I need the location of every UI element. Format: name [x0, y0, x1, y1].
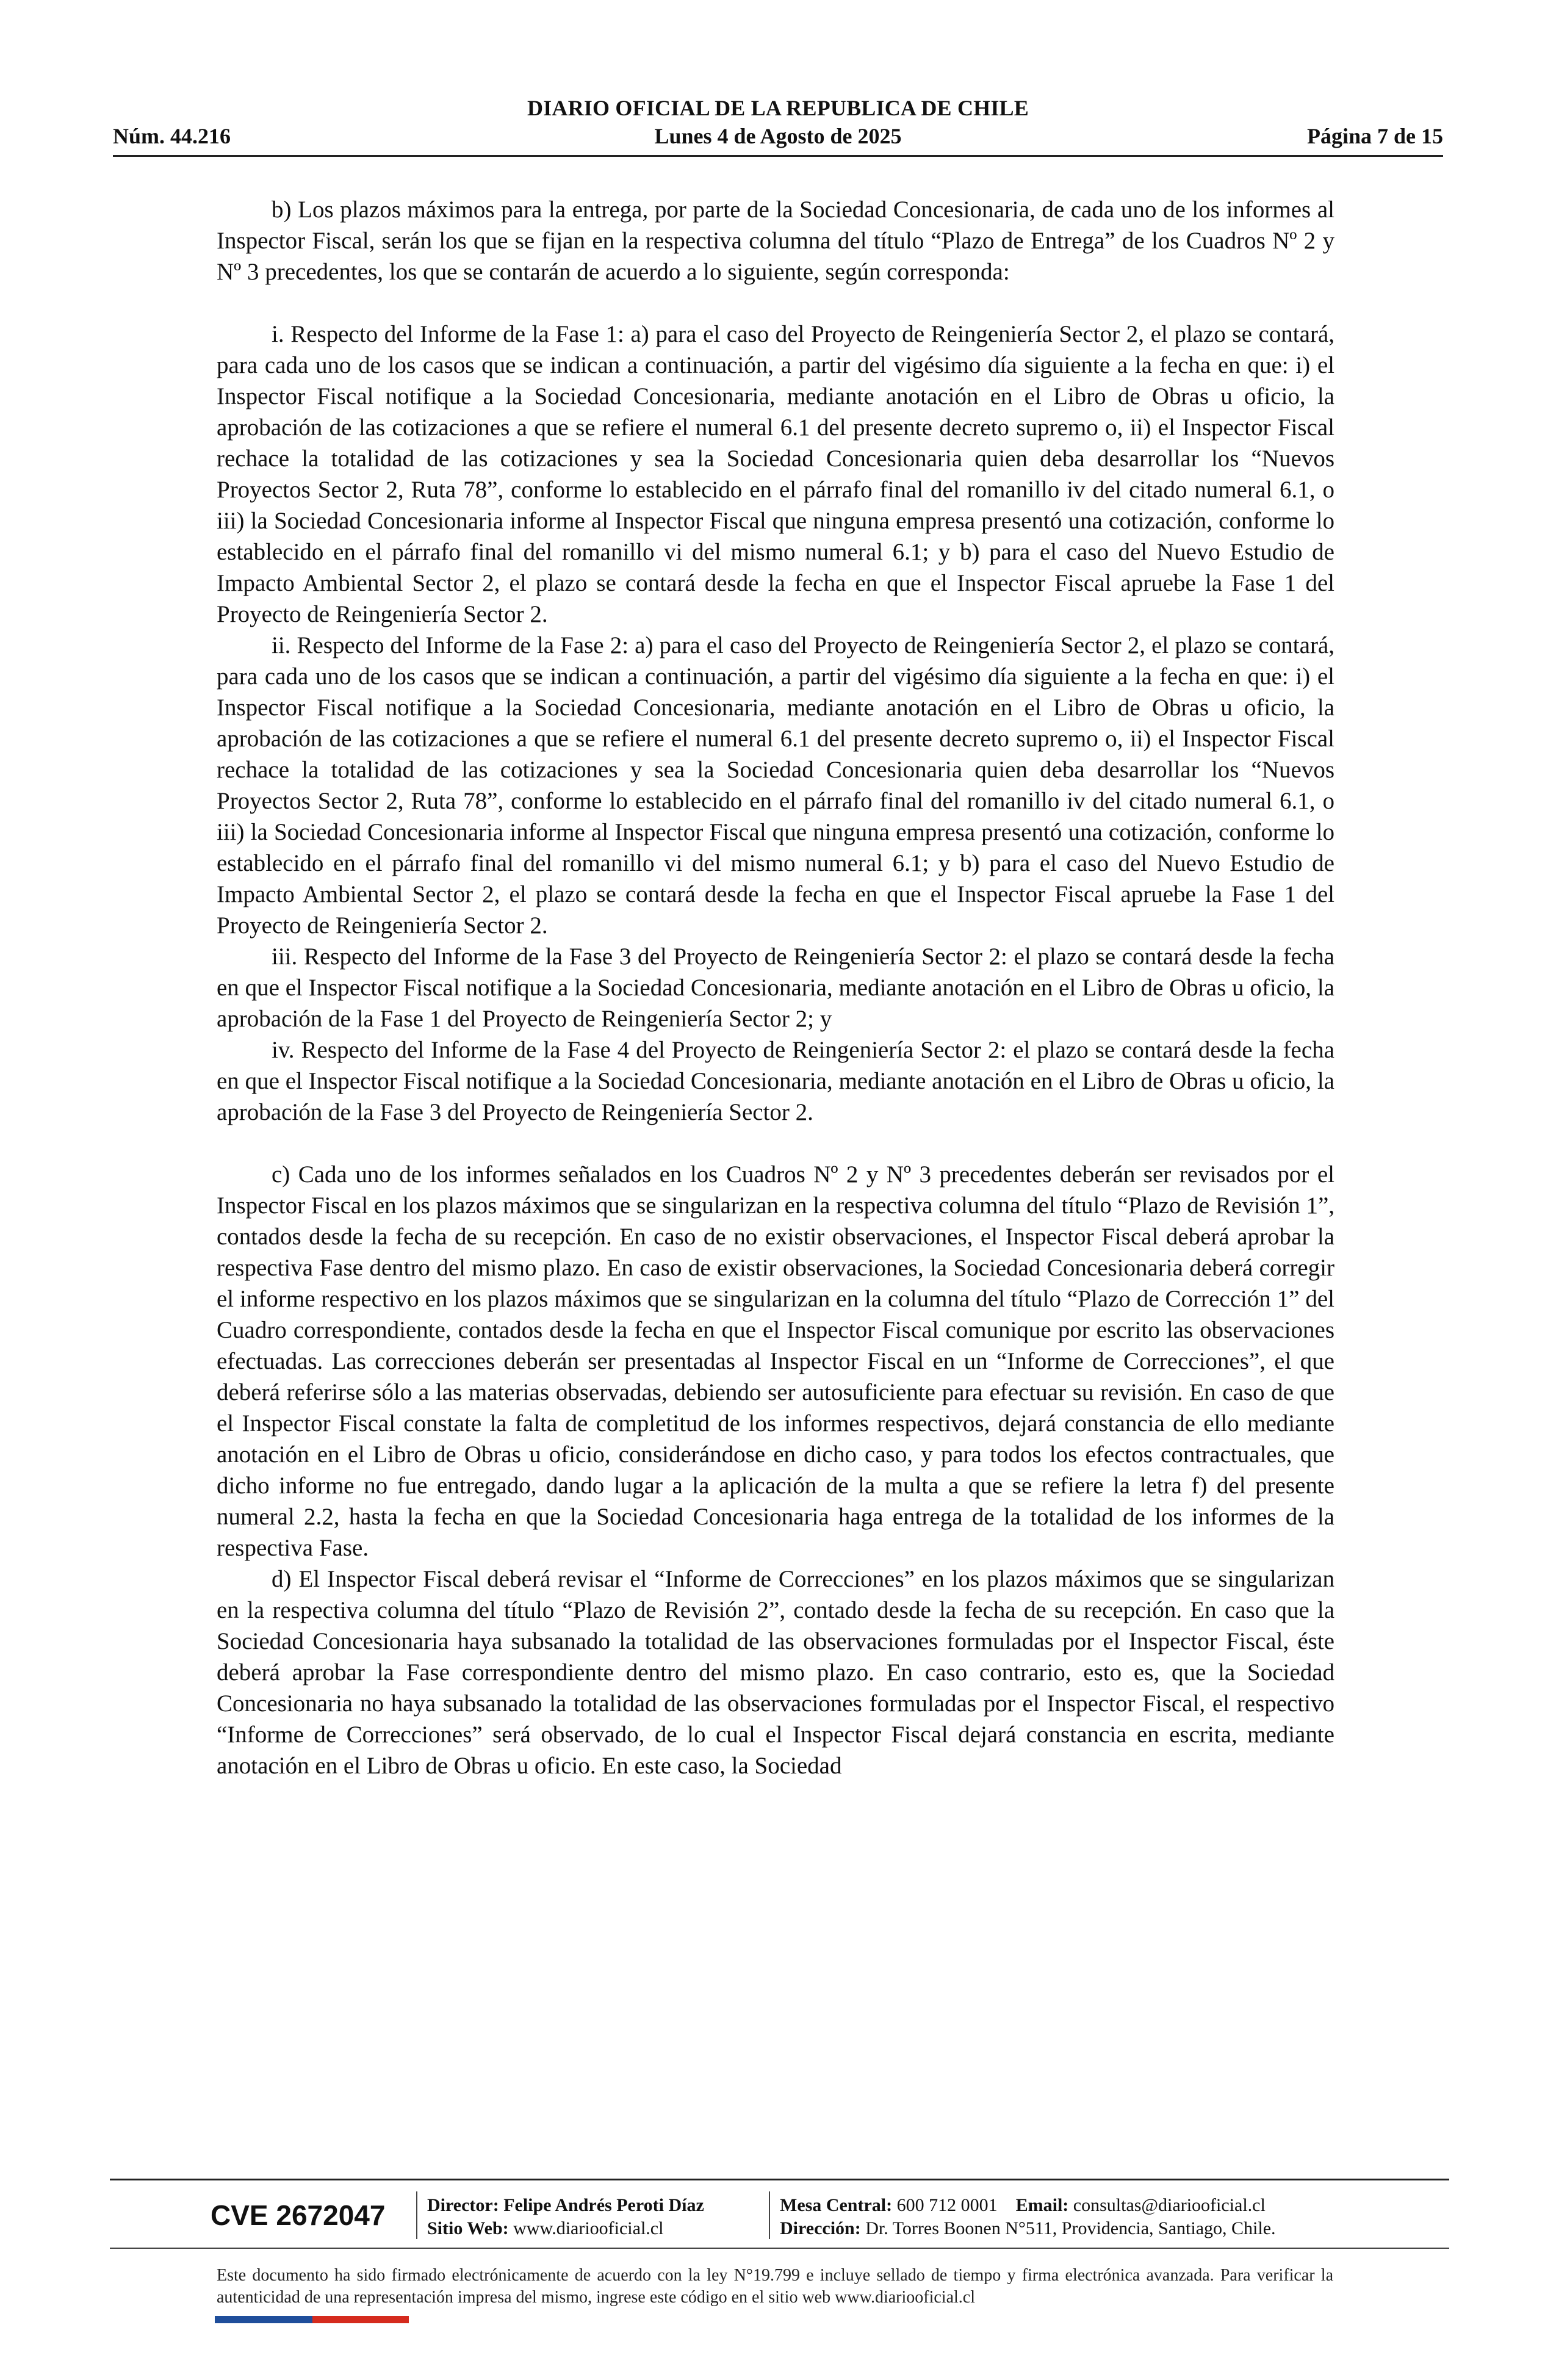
paragraph-i: i. Respecto del Informe de la Fase 1: a) para el caso del Proyecto de Reingeniería Sector 2, el plazo se contará, para cada uno de los casos que se indican a continuación, a partir del vigésimo día siguiente a la fecha en que: i) el Inspector Fiscal notifique a la Sociedad Concesionaria, mediante anotación en el Libro de Obras u oficio, la aprobación de las cotizaciones a que se refiere el numeral 6.1 del presente decreto supremo o, ii) el Inspector Fiscal rechace la totalidad de las cotizaciones y sea la Sociedad Concesionaria quien deba desarrollar los “Nuevos Proyectos Sector 2, Ruta 78”, conforme lo establecido en el párrafo final del romanillo iv del citado numeral 6.1, o iii) la Sociedad Concesionaria informe al Inspector Fiscal que ninguna empresa presentó una cotización, conforme lo establecido en el párrafo final del romanillo vi del mismo numeral 6.1; y b) para el caso del Nuevo Estudio de Impacto Ambiental Sector 2, el plazo se contará desde la fecha en que el Inspector Fiscal apruebe la Fase 1 del Proyecto de Reingeniería Sector 2. [217, 321, 1334, 627]
page-footer [110, 2179, 1449, 2309]
address-value: Dr. Torres Boonen N°511, Providencia, Santiago, Chile. [865, 2218, 1276, 2238]
paragraph-c: c) Cada uno de los informes señalados en los Cuadros Nº 2 y Nº 3 precedentes deberán ser revisados por el Inspector Fiscal en los plazos máximos que se singularizan en la respectiva columna del título “Plazo de Revisión 1”, contados desde la fecha de su recepción. En caso de no existir observaciones, el Inspector Fiscal deberá aprobar la respectiva Fase dentro del mismo plazo. En caso de existir observaciones, la Sociedad Concesionaria deberá corregir el informe respectivo en los plazos máximos que se singularizan en la columna del título “Plazo de Corrección 1” del Cuadro correspondiente, contados desde la fecha en que el Inspector Fiscal comunique por escrito las observaciones efectuadas. Las correcciones deberán ser presentadas al Inspector Fiscal en un “Informe de Correcciones”, el que deberá referirse sólo a las materias observadas, debiendo ser autosuficiente para efectuar su revisión. En caso de que el Inspector Fiscal constate la falta de completitud de los informes respectivos, dejará constancia de ello mediante anotación en el Libro de Obras u oficio, considerándose en dicho caso, y para todos los efectos contractuales, que dicho informe no fue entregado, dando lugar a la aplicación de la multa a que se refiere la letra f) del presente numeral 2.2, hasta la fecha en que la Sociedad Concesionaria haga entrega de la totalidad de los informes de la respectiva Fase. [217, 1161, 1334, 1561]
paragraph-iv: iv. Respecto del Informe de la Fase 4 del Proyecto de Reingeniería Sector 2: el plazo se contará desde la fecha en que el Inspector Fiscal notifique a la Sociedad Concesionaria, mediante anotación en el Libro de Obras u oficio, la aprobación de la Fase 3 del Proyecto de Reingeniería Sector 2. [217, 1037, 1334, 1125]
issue-number: Núm. 44.216 [113, 124, 231, 148]
email-link[interactable]: consultas@diariooficial.cl [1073, 2195, 1266, 2215]
director-label: Director: [427, 2195, 499, 2215]
flag-red-segment [312, 2316, 409, 2323]
header-divider [113, 155, 1443, 157]
mesa-phone: 600 712 0001 [896, 2195, 998, 2215]
chile-flag-stripe [215, 2316, 409, 2323]
footer-contact-block [780, 2194, 1276, 2240]
email-label: Email: [1015, 2195, 1069, 2215]
footer-info-row [110, 2180, 1449, 2248]
page-header [113, 92, 1443, 153]
footer-separator [416, 2191, 417, 2239]
paragraph-iii: iii. Respecto del Informe de la Fase 3 del Proyecto de Reingeniería Sector 2: el plazo se contará desde la fecha en que el Inspector Fiscal notifique a la Sociedad Concesionaria, mediante anotación en el Libro de Obras u oficio, la aprobación de la Fase 1 del Proyecto de Reingeniería Sector 2; y [217, 943, 1334, 1032]
footer-director-block [427, 2194, 704, 2240]
paragraph-ii: ii. Respecto del Informe de la Fase 2: a) para el caso del Proyecto de Reingeniería Sector 2, el plazo se contará, para cada uno de los casos que se indican a continuación, a partir del vigésimo día siguiente a la fecha en que: i) el Inspector Fiscal notifique a la Sociedad Concesionaria, mediante anotación en el Libro de Obras u oficio, la aprobación de las cotizaciones a que se refiere el numeral 6.1 del presente decreto supremo o, ii) el Inspector Fiscal rechace la totalidad de las cotizaciones y sea la Sociedad Concesionaria quien deba desarrollar los “Nuevos Proyectos Sector 2, Ruta 78”, conforme lo establecido en el párrafo final del romanillo iv del citado numeral 6.1, o iii) la Sociedad Concesionaria informe al Inspector Fiscal que ninguna empresa presentó una cotización, conforme lo establecido en el párrafo final del romanillo vi del mismo numeral 6.1; y b) para el caso del Nuevo Estudio de Impacto Ambiental Sector 2, el plazo se contará desde la fecha en que el Inspector Fiscal apruebe la Fase 1 del Proyecto de Reingeniería Sector 2. [217, 632, 1334, 939]
web-label: Sitio Web: [427, 2218, 509, 2238]
director-name: Felipe Andrés Peroti Díaz [503, 2195, 704, 2215]
legal-notice: Este documento ha sido firmado electrónicamente de acuerdo con la ley N°19.799 e incluye sellado de tiempo y firma electrónica avanzada. Para verificar la autenticidad de una representación impresa del mismo, ingrese este código en el sitio web www.diariooficial.cl [217, 2266, 1333, 2307]
document-body [217, 194, 1334, 1781]
paragraph-b: b) Los plazos máximos para la entrega, por parte de la Sociedad Concesionaria, de cada uno de los informes al Inspector Fiscal, serán los que se fijan en la respectiva columna del título “Plazo de Entrega” de los Cuadros Nº 2 y Nº 3 precedentes, los que se contarán de acuerdo a lo siguiente, según corresponda: [217, 197, 1334, 285]
issue-date: Lunes 4 de Agosto de 2025 [654, 124, 902, 148]
paragraph-d: d) El Inspector Fiscal deberá revisar el “Informe de Correcciones” en los plazos máximos que se singularizan en la respectiva columna del título “Plazo de Revisión 2”, contado desde la fecha de su recepción. En caso que la Sociedad Concesionaria haya subsanado la totalidad de las observaciones formuladas por el Inspector Fiscal, éste deberá aprobar la Fase correspondiente dentro del mismo plazo. En caso contrario, esto es, que la Sociedad Concesionaria no haya subsanado la totalidad de las observaciones formuladas por el Inspector Fiscal, el respectivo “Informe de Correcciones” será observado, de lo cual el Inspector Fiscal dejará constancia en escrita, mediante anotación en el Libro de Obras u oficio. En este caso, la Sociedad [217, 1566, 1334, 1779]
footer-divider-mid [110, 2248, 1449, 2249]
address-label: Dirección: [780, 2218, 861, 2238]
mesa-label: Mesa Central: [780, 2195, 893, 2215]
cve-code: CVE 2672047 [211, 2199, 386, 2231]
web-link[interactable]: www.diariooficial.cl [513, 2218, 664, 2238]
footer-separator [769, 2191, 770, 2239]
newspaper-title: DIARIO OFICIAL DE LA REPUBLICA DE CHILE [527, 96, 1029, 120]
flag-blue-segment [215, 2316, 312, 2323]
page-indicator: Página 7 de 15 [1306, 124, 1443, 148]
